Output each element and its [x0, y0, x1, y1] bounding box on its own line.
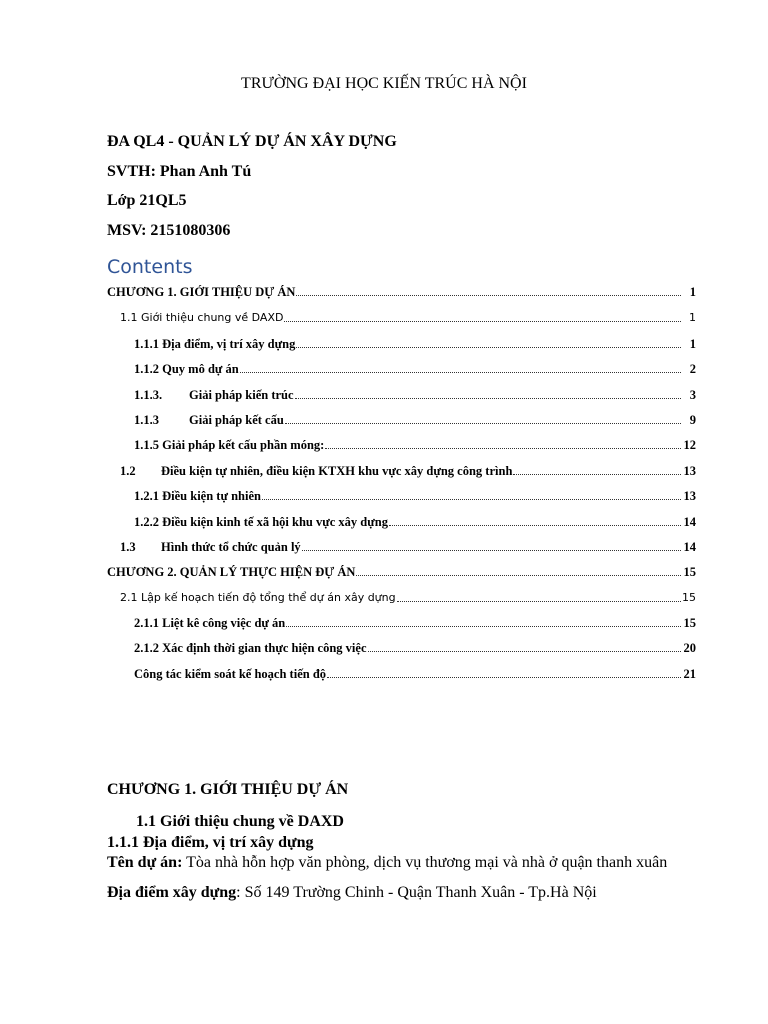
toc-page-number: 1: [689, 311, 696, 324]
toc-entry-2-1-1[interactable]: [0, 612, 768, 630]
toc-entry-2-1-2[interactable]: [0, 637, 768, 655]
toc-entry-1-3[interactable]: [0, 536, 768, 554]
toc-leader: [296, 295, 681, 296]
project-name-value: Tòa nhà hỗn hợp văn phòng, dịch vụ thương mại và nhà ở quận thanh xuân: [182, 854, 668, 871]
toc-entry-1-1-2[interactable]: [0, 358, 768, 376]
toc-page-number: 1: [689, 337, 696, 351]
toc-entry-text: 2.1.1 Liệt kê công việc dự án: [134, 616, 286, 630]
subsection-heading: 1.1.1 Địa điểm, vị trí xây dựng: [107, 834, 314, 851]
toc-entry-chuong-2[interactable]: [0, 561, 768, 579]
toc-entry-text: 1.1.5 Giải pháp kết cấu phần móng:: [134, 438, 325, 452]
class-name: Lớp 21QL5: [107, 192, 187, 209]
toc-page-number: 2: [689, 362, 696, 376]
project-name-paragraph: [107, 854, 667, 872]
toc-entry-text: Giải pháp kiến trúc: [189, 388, 294, 402]
section-heading: 1.1 Giới thiệu chung về DAXD: [136, 813, 344, 830]
project-title: ĐA QL4 - QUẢN LÝ DỰ ÁN XÂY DỰNG: [107, 133, 397, 150]
toc-page-number: 14: [683, 515, 696, 529]
toc-entry-text: 2.1 Lập kế hoạch tiến độ tổng thể dự án xây dựng: [120, 591, 396, 604]
toc-entry-text: Điều kiện tự nhiên, điều kiện KTXH khu vực xây dựng công trình: [161, 464, 513, 478]
toc-page-number: 9: [689, 413, 696, 427]
toc-entry-1-2-1[interactable]: [0, 485, 768, 503]
toc-leader: [285, 423, 681, 424]
toc-entry-text: Hình thức tổ chức quản lý: [161, 540, 301, 554]
toc-entry-text: Giải pháp kết cấu: [189, 413, 284, 427]
toc-entry-text: 2.1.2 Xác định thời gian thực hiện công việc: [134, 641, 367, 655]
toc-leader: [325, 448, 681, 449]
toc-entry-kiem-soat[interactable]: [0, 663, 768, 681]
location-paragraph: [107, 884, 597, 902]
student-id: MSV: 2151080306: [107, 222, 231, 239]
toc-entry-text: Công tác kiểm soát kế hoạch tiến độ: [134, 667, 327, 681]
toc-page-number: 1: [689, 285, 696, 299]
toc-entry-number: 1.1.3.: [134, 388, 163, 402]
toc-page-number: 15: [683, 565, 696, 579]
toc-leader: [295, 398, 681, 399]
toc-entry-text: 1.1.2 Quy mô dự án: [134, 362, 239, 376]
project-name-label: Tên dự án:: [107, 854, 183, 871]
toc-entry-1-2[interactable]: [0, 460, 768, 478]
toc-leader: [327, 677, 681, 678]
toc-leader: [302, 550, 681, 551]
toc-entry-text: CHƯƠNG 2. QUẢN LÝ THỰC HIỆN ĐỰ ÁN: [107, 565, 356, 579]
chapter-heading: CHƯƠNG 1. GIỚI THIỆU DỰ ÁN: [107, 781, 349, 798]
toc-page-number: 13: [683, 464, 696, 478]
toc-leader: [262, 499, 681, 500]
toc-leader: [286, 626, 681, 627]
toc-leader: [356, 575, 681, 576]
toc-entry-chuong-1[interactable]: [0, 281, 768, 299]
toc-leader: [389, 525, 681, 526]
toc-entry-2-1[interactable]: [0, 587, 768, 605]
toc-leader: [240, 372, 681, 373]
contents-heading: Contents: [107, 256, 193, 278]
toc-entry-text: 1.1.1 Địa điểm, vị trí xây dựng: [134, 337, 296, 351]
toc-entry-1-1-5[interactable]: [0, 434, 768, 452]
location-value: : Số 149 Trường Chinh - Quận Thanh Xuân - Tp.Hà Nội: [236, 884, 597, 901]
toc-leader: [296, 347, 681, 348]
toc-entry-number: 1.3: [120, 540, 136, 554]
toc-entry-text: 1.2.1 Điều kiện tự nhiên: [134, 489, 261, 503]
toc-leader: [368, 651, 682, 652]
toc-entry-1-1-3-ket-cau[interactable]: [0, 409, 768, 427]
university-name: TRƯỜNG ĐẠI HỌC KIẾN TRÚC HÀ NỘI: [241, 75, 527, 92]
location-label: Địa điểm xây dựng: [107, 884, 237, 901]
toc-entry-number: 1.1.3: [134, 413, 159, 427]
toc-entry-number: 1.2: [120, 464, 136, 478]
toc-page-number: 3: [689, 388, 696, 402]
toc-leader: [513, 474, 681, 475]
toc-page-number: 20: [683, 641, 696, 655]
toc-page-number: 15: [682, 591, 696, 604]
toc-entry-1-2-2[interactable]: [0, 511, 768, 529]
toc-leader: [284, 321, 681, 322]
student-name: SVTH: Phan Anh Tú: [107, 163, 252, 180]
toc-entry-text: 1.2.2 Điều kiện kinh tế xã hội khu vực xây dựng: [134, 515, 388, 529]
toc-entry-text: 1.1 Giới thiệu chung về DAXD: [120, 311, 284, 324]
toc-page-number: 14: [683, 540, 696, 554]
toc-page-number: 15: [683, 616, 696, 630]
toc-page-number: 21: [683, 667, 696, 681]
toc-entry-1-1[interactable]: [0, 307, 768, 325]
toc-leader: [397, 601, 681, 602]
toc-entry-1-1-3-kien-truc[interactable]: [0, 384, 768, 402]
toc-page-number: 13: [683, 489, 696, 503]
toc-entry-1-1-1[interactable]: [0, 333, 768, 351]
toc-entry-text: CHƯƠNG 1. GIỚI THIỆU DỰ ÁN: [107, 285, 296, 299]
toc-page-number: 12: [683, 438, 696, 452]
